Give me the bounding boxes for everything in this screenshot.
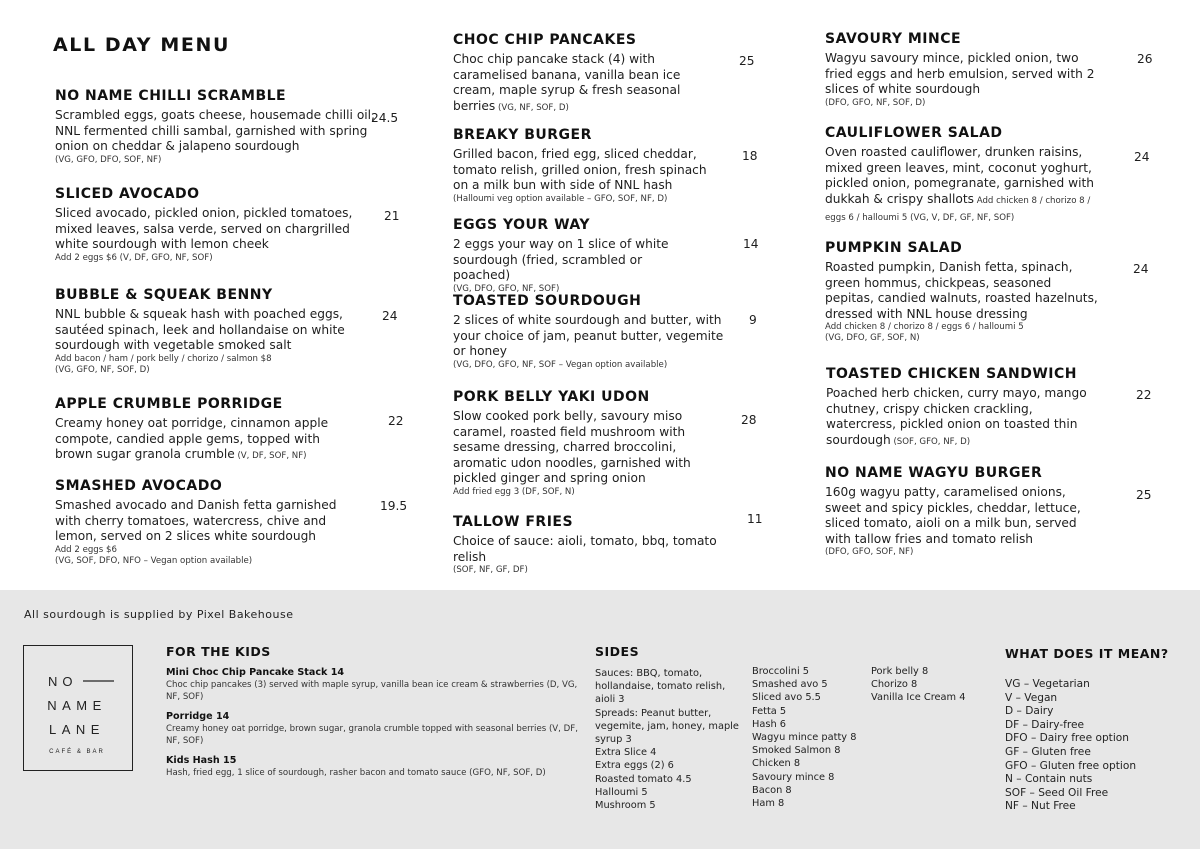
item-description bbox=[825, 145, 1103, 227]
legend-item: GFO – Gluten free option bbox=[1005, 759, 1137, 772]
item-dietary: (VG, GFO, DFO, SOF, NF) bbox=[55, 154, 162, 165]
item-price: 25 bbox=[1136, 488, 1152, 502]
item-description: NNL bubble & squeak hash with poached eggs, sautéed spinach, leek and hollandaise on white sourdough with vegetable smoked salt bbox=[55, 307, 345, 353]
kids-item-name: Porridge 14 bbox=[166, 711, 230, 722]
legend-item: D – Dairy bbox=[1005, 705, 1054, 718]
menu-item bbox=[825, 465, 1152, 558]
kids-item-name: Kids Hash 15 bbox=[166, 755, 237, 766]
item-dietary: (DFO, GFO, SOF, NF) bbox=[825, 547, 914, 558]
item-price: 18 bbox=[742, 149, 758, 163]
menu-item bbox=[55, 287, 398, 375]
side-item: Smoked Salmon 8 bbox=[752, 745, 841, 757]
footer-panel bbox=[0, 590, 1200, 849]
kids-item-description: Creamy honey oat porridge, brown sugar, granola crumble topped with seasonal berries (V, DF, NF, SOF) bbox=[166, 724, 578, 746]
item-price: 21 bbox=[384, 209, 400, 223]
logo bbox=[23, 645, 133, 771]
item-description: Smashed avocado and Danish fetta garnished with cherry tomatoes, watercress, chive and lemon, served on 2 slices white sourdough bbox=[55, 498, 337, 544]
kids-item bbox=[166, 667, 586, 703]
side-item: Fetta 5 bbox=[752, 705, 787, 717]
sides-title: SIDES bbox=[595, 644, 640, 659]
menu-item bbox=[453, 127, 758, 205]
item-name: NO NAME CHILLI SCRAMBLE bbox=[55, 88, 287, 104]
item-description: Choice of sauce: aioli, tomato, bbq, tomato relish bbox=[453, 534, 717, 564]
item-dietary: (VG, DFO, GFO, NF, SOF) bbox=[453, 283, 560, 294]
item-addons: Add bacon / ham / pork belly / chorizo / salmon $8 bbox=[55, 353, 272, 364]
item-name: CHOC CHIP PANCAKES bbox=[453, 32, 637, 48]
item-description: Wagyu savoury mince, pickled onion, two fried eggs and herb emulsion, served with 2 slices of white sourdough bbox=[825, 51, 1095, 97]
item-dietary: Add 2 eggs $6 (V, DF, GFO, NF, SOF) bbox=[55, 252, 213, 263]
logo-line-3: LANE bbox=[49, 722, 105, 737]
menu-item bbox=[826, 366, 1152, 450]
item-dietary: (VG, DFO, GF, SOF, N) bbox=[825, 333, 920, 344]
legend-item: SOF – Seed Oil Free bbox=[1005, 786, 1109, 799]
item-description-text: Poached herb chicken, curry mayo, mango chutney, crispy chicken crackling, watercress, pickled onion on toasted thin sourdough bbox=[826, 386, 1087, 447]
item-name: BUBBLE & SQUEAK BENNY bbox=[55, 287, 273, 303]
menu-item bbox=[453, 293, 757, 371]
item-name: CAULIFLOWER SALAD bbox=[825, 125, 1003, 141]
item-name: TOASTED SOURDOUGH bbox=[453, 293, 642, 309]
kids-item bbox=[166, 711, 586, 747]
item-name: APPLE CRUMBLE PORRIDGE bbox=[55, 396, 283, 412]
side-item: Sliced avo 5.5 bbox=[752, 692, 821, 704]
legend-item: V – Vegan bbox=[1005, 691, 1058, 704]
kids-title: FOR THE KIDS bbox=[166, 644, 271, 659]
item-price: 9 bbox=[749, 313, 757, 327]
item-price: 14 bbox=[743, 237, 759, 251]
menu-item bbox=[825, 125, 1150, 227]
item-description: Slow cooked pork belly, savoury miso caramel, roasted field mushroom with sesame dressing, charred broccolini, aromatic udon noodles, garnished with pickled ginger and spring onion bbox=[453, 409, 691, 486]
item-description bbox=[826, 386, 1088, 450]
item-price: 22 bbox=[388, 414, 404, 428]
side-item: Mushroom 5 bbox=[595, 800, 656, 812]
side-item: Chorizo 8 bbox=[871, 679, 918, 691]
menu-item bbox=[55, 396, 404, 465]
kids-item-description: Hash, fried egg, 1 slice of sourdough, rasher bacon and tomato sauce (GFO, NF, SOF, D) bbox=[166, 768, 546, 778]
dietary-legend bbox=[1005, 646, 1185, 814]
menu-item bbox=[825, 31, 1153, 109]
logo-line-1: NO bbox=[48, 674, 78, 689]
item-dietary: (VG, NF, SOF, D) bbox=[495, 102, 569, 113]
item-description: 160g wagyu patty, caramelised onions, sweet and spicy pickles, cheddar, lettuce, sliced tomato, aioli on a milk bun, served with tallow fries and tomato relish bbox=[825, 485, 1081, 546]
side-item: Extra Slice 4 bbox=[595, 747, 657, 759]
item-description bbox=[55, 416, 340, 465]
item-addons: Add 2 eggs $6 bbox=[55, 544, 117, 555]
item-dietary: (SOF, NF, GF, DF) bbox=[453, 565, 528, 576]
item-dietary: (Halloumi veg option available – GFO, SOF, NF, D) bbox=[453, 193, 668, 204]
logo-line-2: NAME bbox=[47, 698, 107, 713]
side-item: Wagyu mince patty 8 bbox=[752, 732, 857, 744]
item-dietary: (V, DF, SOF, NF) bbox=[234, 451, 307, 462]
item-name: TOASTED CHICKEN SANDWICH bbox=[826, 366, 1077, 382]
item-dietary: (VG, GFO, NF, SOF, D) bbox=[55, 364, 150, 375]
item-name: PUMPKIN SALAD bbox=[825, 240, 963, 256]
legend-item: DFO – Dairy free option bbox=[1005, 732, 1129, 745]
item-price: 24 bbox=[1133, 262, 1149, 276]
kids-item-name: Mini Choc Chip Pancake Stack 14 bbox=[166, 667, 345, 678]
item-price: 11 bbox=[747, 512, 763, 526]
side-item: Savoury mince 8 bbox=[752, 771, 835, 783]
side-item: Roasted tomato 4.5 bbox=[595, 773, 692, 785]
side-item: Halloumi 5 bbox=[595, 786, 648, 798]
sides-column-1 bbox=[595, 667, 743, 812]
menu-item bbox=[453, 217, 759, 295]
side-item: Extra eggs (2) 6 bbox=[595, 760, 674, 772]
item-description: 2 slices of white sourdough and butter, with your choice of jam, peanut butter, vegemite or honey bbox=[453, 313, 724, 359]
logo-mark bbox=[24, 646, 131, 769]
item-description: 2 eggs your way on 1 slice of white sourdough (fried, scrambled or poached) bbox=[453, 237, 669, 283]
item-description: Grilled bacon, fried egg, sliced cheddar, tomato relish, grilled onion, fresh spinach on a milk bun with side of NNL hash bbox=[453, 147, 707, 193]
item-dietary: (VG, SOF, DFO, NFO – Vegan option available) bbox=[55, 555, 253, 566]
menu-item bbox=[55, 186, 400, 264]
menu-item bbox=[453, 512, 763, 576]
sides-column-2 bbox=[752, 665, 856, 810]
sides-column-3 bbox=[871, 665, 965, 705]
item-description-text: Choc chip pancake stack (4) with caramelised banana, vanilla bean ice cream, maple syrup & fresh seasonal berries bbox=[453, 52, 681, 113]
item-price: 24.5 bbox=[371, 111, 399, 125]
item-dietary: (VG, DFO, GFO, NF, SOF – Vegan option available) bbox=[453, 359, 668, 370]
item-addons: Add fried egg 3 (DF, SOF, N) bbox=[453, 486, 575, 497]
item-price: 24 bbox=[1134, 150, 1150, 164]
legend-item: N – Contain nuts bbox=[1005, 773, 1093, 786]
page-title: ALL DAY MENU bbox=[53, 34, 230, 56]
side-item: Pork belly 8 bbox=[871, 666, 929, 677]
item-name: SLICED AVOCADO bbox=[55, 186, 200, 202]
side-item: Bacon 8 bbox=[752, 784, 792, 796]
item-name: BREAKY BURGER bbox=[453, 127, 592, 143]
legend-item: NF – Nut Free bbox=[1005, 800, 1076, 813]
side-item: Vanilla Ice Cream 4 bbox=[871, 692, 966, 704]
side-item: Broccolini 5 bbox=[752, 666, 810, 677]
legend-item: GF – Gluten free bbox=[1005, 745, 1091, 758]
item-description-text: Oven roasted cauliflower, drunken raisins, mixed green leaves, mint, coconut yoghurt, pickled onion, pomegranate, garnished with dukkah & crispy shallots bbox=[825, 145, 1095, 206]
legend-item: VG – Vegetarian bbox=[1005, 678, 1090, 690]
sides-section bbox=[595, 644, 966, 812]
logo-tagline: CAFÉ & BAR bbox=[49, 749, 105, 755]
kids-section bbox=[166, 644, 586, 779]
item-price: 22 bbox=[1136, 388, 1152, 402]
item-price: 25 bbox=[739, 54, 755, 68]
item-addons: Add chicken 8 / chorizo 8 / eggs 6 / halloumi 5 bbox=[825, 322, 1024, 333]
legend-item: DF – Dairy-free bbox=[1005, 718, 1085, 731]
item-dietary: (DFO, GFO, NF, SOF, D) bbox=[825, 97, 926, 108]
item-description bbox=[453, 52, 693, 116]
item-dietary: (SOF, GFO, NF, D) bbox=[890, 436, 971, 447]
item-dietary: Add chicken 8 / chorizo 8 / eggs 6 / halloumi 5 (VG, V, DF, GF, NF, SOF) bbox=[825, 195, 1091, 224]
legend-list bbox=[1005, 678, 1185, 814]
bakery-note: All sourdough is supplied by Pixel Bakehouse bbox=[24, 608, 294, 621]
side-item: Spreads: Peanut butter, vegemite, jam, honey, maple syrup 3 bbox=[595, 707, 739, 746]
item-name: SMASHED AVOCADO bbox=[55, 478, 223, 494]
side-item: Chicken 8 bbox=[752, 758, 801, 770]
item-description: Roasted pumpkin, Danish fetta, spinach, green hommus, chickpeas, seasoned pepitas, candied walnuts, roasted hazelnuts, dressed with NNL house dressing bbox=[825, 260, 1098, 321]
menu-item bbox=[825, 240, 1149, 344]
menu-item bbox=[453, 32, 755, 116]
side-item: Smashed avo 5 bbox=[752, 679, 828, 691]
item-description-text: Creamy honey oat porridge, cinnamon apple compote, candied apple gems, topped with brown sugar granola crumble bbox=[55, 416, 329, 462]
item-name: PORK BELLY YAKI UDON bbox=[453, 389, 650, 405]
menu-item bbox=[55, 88, 399, 166]
item-name: TALLOW FRIES bbox=[453, 514, 574, 530]
menu-item bbox=[55, 478, 408, 566]
item-price: 28 bbox=[741, 413, 757, 427]
item-price: 24 bbox=[382, 309, 398, 323]
legend-title: WHAT DOES IT MEAN? bbox=[1005, 646, 1169, 661]
side-item: Sauces: BBQ, tomato, hollandaise, tomato relish, aioli 3 bbox=[595, 668, 726, 706]
item-name: NO NAME WAGYU BURGER bbox=[825, 465, 1043, 481]
item-price: 19.5 bbox=[380, 499, 408, 513]
kids-item bbox=[166, 755, 586, 779]
item-description: Scrambled eggs, goats cheese, housemade chilli oil, NNL fermented chilli sambal, garnished with spring onion on cheddar & jalapeno sourdough bbox=[55, 108, 375, 154]
side-item: Hash 6 bbox=[752, 718, 787, 730]
item-name: SAVOURY MINCE bbox=[825, 31, 962, 47]
side-item: Ham 8 bbox=[752, 798, 785, 810]
item-name: EGGS YOUR WAY bbox=[453, 217, 591, 233]
menu-item bbox=[453, 389, 757, 498]
item-description: Sliced avocado, pickled onion, pickled tomatoes, mixed leaves, salsa verde, served on chargrilled white sourdough with lemon cheek bbox=[55, 206, 353, 252]
item-price: 26 bbox=[1137, 52, 1153, 66]
kids-item-description: Choc chip pancakes (3) served with maple syrup, vanilla bean ice cream & strawberries (D, VG, NF, SOF) bbox=[166, 680, 578, 702]
